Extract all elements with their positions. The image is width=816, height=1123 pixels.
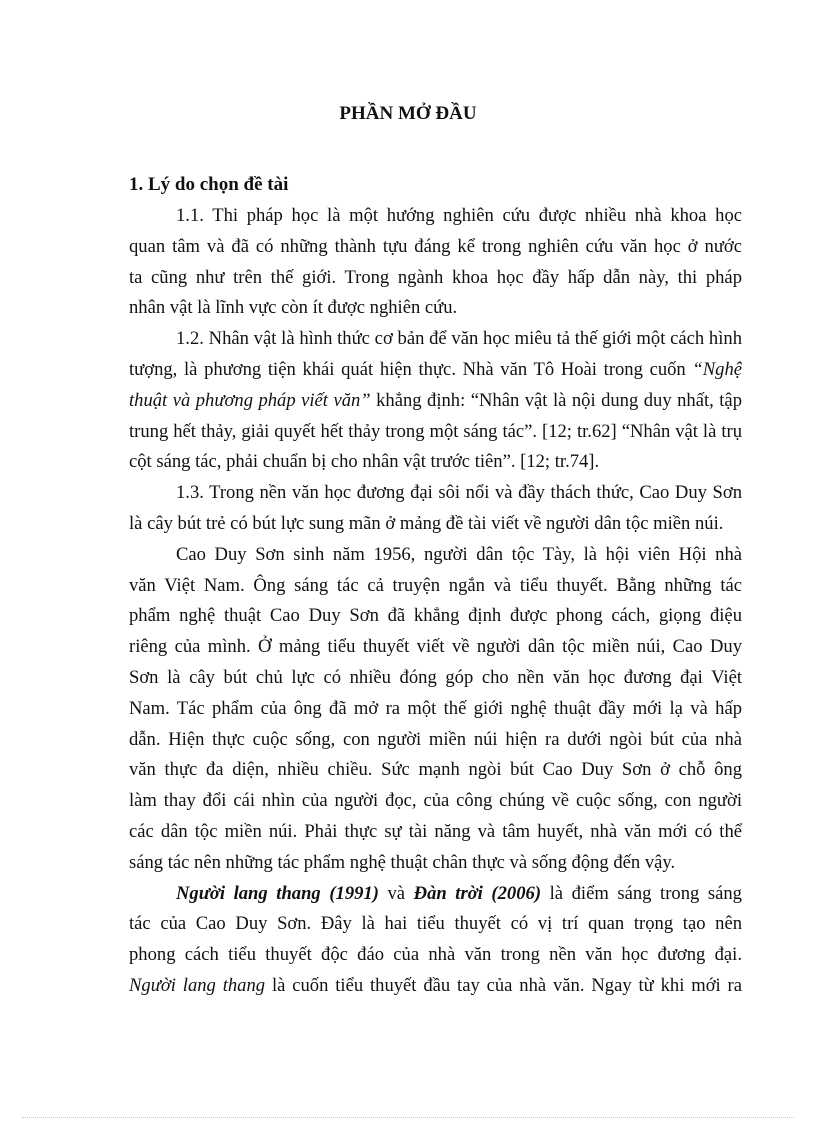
text-run: và (378, 882, 414, 904)
text-line: 1.1. Thi pháp học là một hướng nghiên cứu được nhiều nhà khoa học (176, 205, 742, 226)
text-line: 1.2. Nhân vật là hình thức cơ bản để văn học miêu tả thế giới một cách hình (176, 328, 742, 350)
novel-title-italic: Người lang thang (129, 974, 266, 996)
text-line: là cây bút trẻ có bút lực sung mãn ở mảng đề tài viết về người dân tộc miền núi. (129, 512, 724, 534)
novel-title-bold-italic: Đàn trời (2006) (413, 882, 542, 904)
text-line: nhân vật là lĩnh vực còn ít được nghiên cứu. (129, 297, 458, 319)
section-heading: 1. Lý do chọn đề tài (129, 174, 289, 195)
text-line: ta cũng như trên thế giới. Trong ngành khoa học đầy hấp dẫn này, thi pháp (129, 266, 742, 288)
novel-title-bold-italic: Người lang thang (1991) (176, 882, 379, 904)
text-run: khẳng định: “Nhân vật là nội dung duy nhất, tập (370, 389, 742, 411)
text-line (129, 879, 742, 910)
text-line: các dân tộc miền núi. Phải thực sự tài năng và tâm huyết, nhà văn mới có thể (129, 820, 742, 842)
text-run: là điểm sáng trong sáng (541, 882, 742, 904)
paragraph-4 (129, 540, 742, 879)
book-title-italic: “Nghệ (692, 358, 742, 380)
text-line: Nam. Tác phẩm của ông đã mở ra một thế giới nghệ thuật đầy mới lạ và hấp (129, 697, 742, 719)
page-bottom-divider (22, 1117, 794, 1118)
text-line: phẩm nghệ thuật Cao Duy Sơn đã khẳng định được phong cách, giọng điệu (129, 605, 742, 627)
text-line (129, 355, 742, 386)
text-line: dẫn. Hiện thực cuộc sống, con người miền núi hiện ra dưới ngòi bút của nhà (129, 728, 742, 750)
text-line: riêng của mình. Ở mảng tiểu thuyết viết về người dân tộc miền núi, Cao Duy (129, 636, 742, 658)
paragraph-1 (129, 201, 742, 324)
text-line (129, 971, 742, 1002)
document-body (129, 201, 742, 1002)
text-line: trung hết thảy, giải quyết hết thảy trong một sáng tác”. [12; tr.62] “Nhân vật là trụ (129, 420, 742, 442)
paragraph-2 (129, 324, 742, 478)
text-run: là cuốn tiểu thuyết đầu tay của nhà văn. Ngay từ khi mới ra (265, 974, 743, 996)
text-line: văn thực đa diện, nhiều chiều. Sức mạnh ngòi bút Cao Duy Sơn ở chỗ ông (129, 759, 742, 781)
text-line: sáng tác nên những tác phẩm nghệ thuật chân thực và sống động đến vậy. (129, 851, 676, 873)
paragraph-5 (129, 879, 742, 1002)
text-line: Sơn là cây bút chủ lực có nhiều đóng góp cho nền văn học đương đại Việt (129, 666, 742, 688)
text-line: làm thay đổi cái nhìn của người đọc, của công chúng về cuộc sống, con người (129, 790, 742, 812)
text-run: tượng, là phương tiện khái quát hiện thực. Nhà văn Tô Hoài trong cuốn (129, 358, 693, 380)
text-line: cột sáng tác, phải chuẩn bị cho nhân vật trước tiên”. [12; tr.74]. (129, 451, 600, 473)
page-title: PHẦN MỞ ĐẦU (339, 103, 477, 124)
text-line: quan tâm và đã có những thành tựu đáng kể trong nghiên cứu văn học ở nước (129, 235, 742, 257)
text-line: phong cách tiểu thuyết độc đáo của nhà văn trong nền văn học đương đại. (129, 944, 742, 966)
book-title-italic: thuật và phương pháp viết văn” (129, 389, 371, 411)
text-line: Cao Duy Sơn sinh năm 1956, người dân tộc Tày, là hội viên Hội nhà (176, 543, 742, 565)
text-line: văn Việt Nam. Ông sáng tác cả truyện ngắn và tiểu thuyết. Bằng những tác (129, 574, 742, 596)
paragraph-3 (129, 478, 742, 540)
text-line: 1.3. Trong nền văn học đương đại sôi nổi và đầy thách thức, Cao Duy Sơn (176, 482, 742, 504)
text-line: tác của Cao Duy Sơn. Đây là hai tiểu thuyết có vị trí quan trọng tạo nên (129, 913, 742, 935)
text-line (129, 386, 742, 417)
